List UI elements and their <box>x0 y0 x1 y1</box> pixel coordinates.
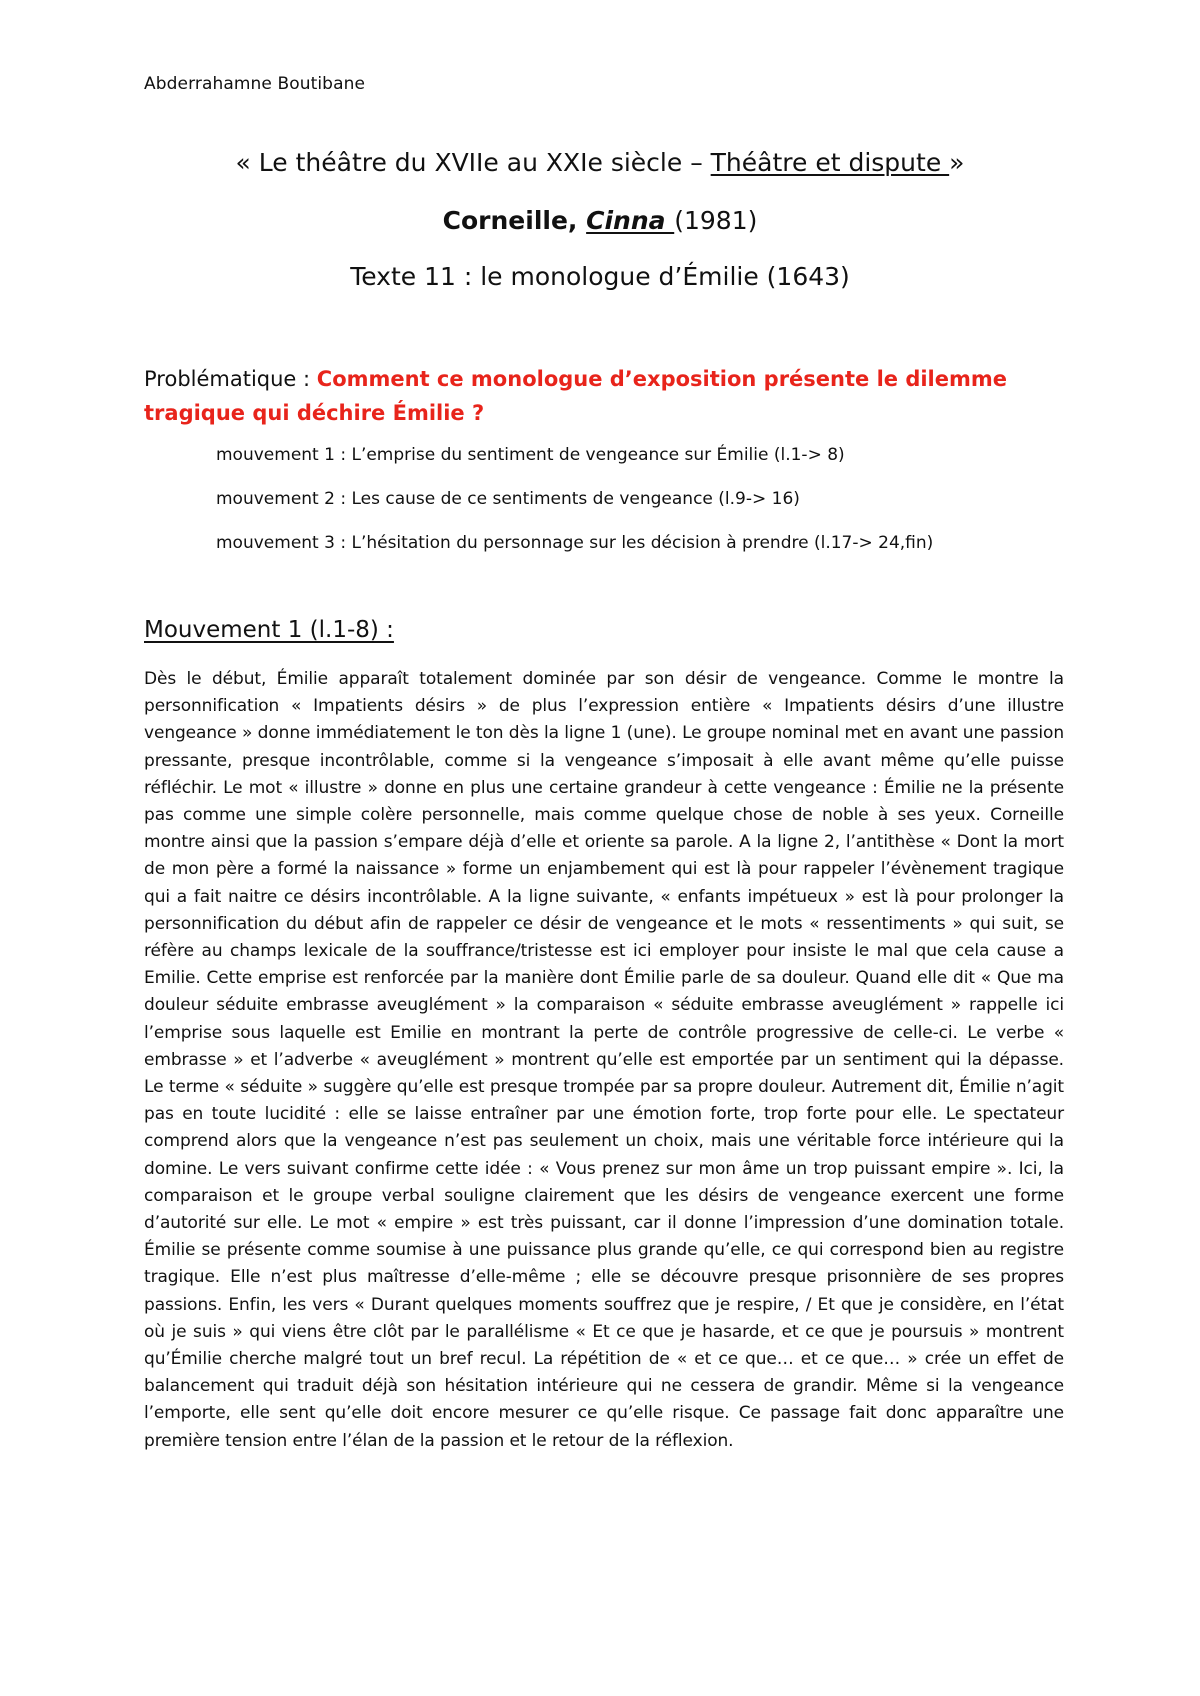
problematique-label: Problématique : <box>144 367 317 391</box>
work-name: Cinna <box>586 206 675 235</box>
title-suffix: » <box>949 148 965 177</box>
movement-item: mouvement 1 : L’emprise du sentiment de vengeance sur Émilie (l.1-> 8) <box>216 445 845 465</box>
movement-item: mouvement 3 : L’hésitation du personnage sur les décision à prendre (l.17-> 24,fin) <box>216 533 934 553</box>
movement-item: mouvement 2 : Les cause de ce sentiments de vengeance (l.9-> 16) <box>216 489 800 509</box>
author-name: Abderrahamne Boutibane <box>144 74 366 94</box>
work-author: Corneille, <box>442 206 587 235</box>
document-title <box>0 148 1200 177</box>
text-subtitle: Texte 11 : le monologue d’Émilie (1643) <box>350 262 850 291</box>
title-underlined: Théâtre et dispute <box>710 148 950 177</box>
work-title <box>0 206 1200 235</box>
problematique <box>144 362 1079 430</box>
section-body: Dès le début, Émilie apparaît totalement dominée par son désir de vengeance. Comme le montre la personnification « Impatients désirs » de plus l’expression entière « Impatients désirs d’une illustre vengeance » donne immédiatement le ton dès la ligne 1 (une). Le groupe nominal met en avant une passion pressante, presque incontrôlable, comme si la vengeance s’imposait à elle avant même qu’elle puisse réfléchir. Le mot « illustre » donne en plus une certaine grandeur à cette vengeance : Émilie ne la présente pas comme une simple colère personnelle, mais comme quelque chose de noble à ses yeux. Corneille montre ainsi que la passion s’empare déjà d’elle et oriente sa parole. A la ligne 2, l’antithèse « Dont la mort de mon père a formé la naissance » forme un enjambement qui est là pour rappeler l’évènement tragique qui a fait naitre ce désirs incontrôlable. A la ligne suivante, « enfants impétueux » est là pour prolonger la personnification du début afin de rappeler ce désir de vengeance et le mots « ressentiments » qui suit, se réfère au champs lexicale de la souffrance/tristesse est ici employer pour insiste le mal que cela cause a Emilie. Cette emprise est renforcée par la manière dont Émilie parle de sa douleur. Quand elle dit « Que ma douleur séduite embrasse aveuglément » la comparaison « séduite embrasse aveuglément » rappelle ici l’emprise sous laquelle est Emilie en montrant la perte de contrôle progressive de celle-ci. Le verbe « embrasse » et l’adverbe « aveuglément » montrent qu’elle est emportée par un sentiment qui la dépasse. Le terme « séduite » suggère qu’elle est presque trompée par sa propre douleur. Autrement dit, Émilie n’agit pas en toute lucidité : elle se laisse entraîner par une émotion forte, trop forte pour elle. Le spectateur comprend alors que la vengeance n’est pas seulement un choix, mais une véritable force intérieure qui la domine. Le vers suivant confirme cette idée : « Vous prenez sur mon âme un trop puissant empire ». Ici, la comparaison et le groupe verbal souligne clairement que les désirs de vengeance exercent une forme d’autorité sur elle. Le mot « empire » est très puissant, car il donne l’impression d’une domination totale. Émilie se présente comme soumise à une puissance plus grande qu’elle, ce qui correspond bien au registre tragique. Elle n’est plus maîtresse d’elle-même ; elle se découvre presque prisonnière de ses propres passions. Enfin, les vers « Durant quelques moments souffrez que je respire, / Et que je considère, en l’état où je suis » qui viens être clôt par le parallélisme « Et ce que je hasarde, et ce que je poursuis » montrent qu’Émilie cherche malgré tout un bref recul. La répétition de « et ce que… et ce que… » crée un effet de balancement qui traduit déjà son hésitation intérieure qui ne cessera de grandir. Même si la vengeance l’emporte, elle sent qu’elle doit encore mesurer ce qu’elle risque. Ce passage fait donc apparaître une première tension entre l’élan de la passion et le retour de la réflexion. <box>144 669 1064 1451</box>
movements-list <box>216 441 1076 573</box>
section-heading: Mouvement 1 (l.1-8) : <box>144 617 394 643</box>
title-prefix: « Le théâtre du XVIIe au XXIe siècle – <box>235 148 711 177</box>
work-year: (1981) <box>674 206 758 235</box>
problematique-question: Comment ce monologue d’exposition présente le dilemme tragique qui déchire Émilie ? <box>144 367 1008 425</box>
